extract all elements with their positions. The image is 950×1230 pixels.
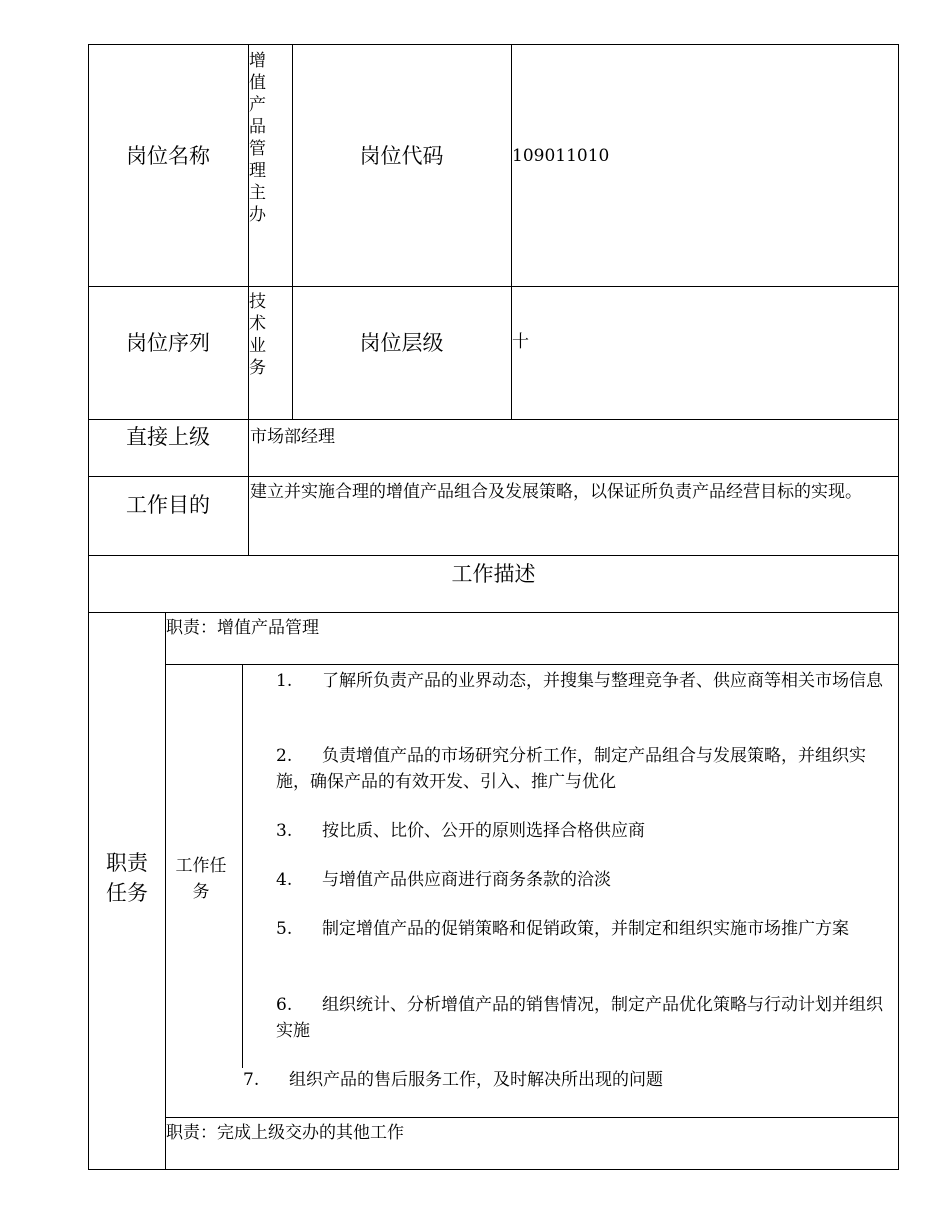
table-border-bottom [88,1169,899,1170]
position-series-value: 技术业务 [249,292,266,378]
position-level-value: 十 [512,332,529,352]
task-number: 1. [276,671,293,691]
task-number: 2. [276,746,293,766]
row-divider [165,664,899,665]
purpose-label: 工作目的 [126,493,210,517]
row-divider [88,555,899,556]
task-number: 7. [243,1070,260,1090]
task-item-6 [276,992,886,1044]
column-divider [165,612,166,1170]
row-divider [88,419,899,420]
task-number: 6. [276,995,293,1015]
column-divider [511,44,512,420]
task-text: 组织统计、分析增值产品的销售情况，制定产品优化策略与行动计划并组织实施 [276,995,883,1041]
task-item-5 [276,916,886,942]
section-title: 工作描述 [451,562,536,586]
task-text: 组织产品的售后服务工作，及时解决所出现的问题 [289,1070,663,1090]
purpose-value: 建立并实施合理的增值产品组合及发展策略，以保证所负责产品经营目标的实现。 [250,482,862,502]
task-item-7 [243,1067,883,1093]
task-item-2 [276,743,886,795]
position-name-value: 增值产品管理主办 [249,51,266,225]
position-name-label: 岗位名称 [126,144,210,168]
table-border-left [88,44,89,1170]
row-divider [88,286,899,287]
task-item-3 [276,818,886,844]
task-text: 按比质、比价、公开的原则选择合格供应商 [322,821,645,841]
task-number: 5. [276,919,293,939]
task-text: 了解所负责产品的业界动态，并搜集与整理竞争者、供应商等相关市场信息 [322,671,883,691]
position-code-label: 岗位代码 [359,144,444,168]
task-number: 4. [276,870,293,890]
position-code-value: 109011010 [512,146,610,166]
responsibility-side-label: 职责任务 [106,851,148,905]
supervisor-value: 市场部经理 [250,427,335,447]
responsibility-title: 职责：增值产品管理 [166,618,319,638]
task-text: 负责增值产品的市场研究分析工作，制定产品组合与发展策略，并组织实施，确保产品的有效开发、引入、推广与优化 [276,746,866,792]
column-divider [242,664,243,1068]
supervisor-label: 直接上级 [126,425,210,449]
row-divider [88,476,899,477]
column-divider [292,44,293,420]
tasks-label: 工作任务 [175,856,227,902]
position-level-label: 岗位层级 [359,331,444,355]
table-border-top [88,44,899,45]
task-text: 与增值产品供应商进行商务条款的洽淡 [322,870,611,890]
task-text: 制定增值产品的促销策略和促销政策，并制定和组织实施市场推广方案 [322,919,849,939]
table-border-right [898,44,899,1170]
row-divider [165,1117,899,1118]
row-divider [88,612,899,613]
task-item-1 [276,668,886,694]
task-item-4 [276,867,886,893]
responsibility-title: 职责：完成上级交办的其他工作 [166,1123,404,1143]
task-number: 3. [276,821,293,841]
position-series-label: 岗位序列 [126,331,210,355]
